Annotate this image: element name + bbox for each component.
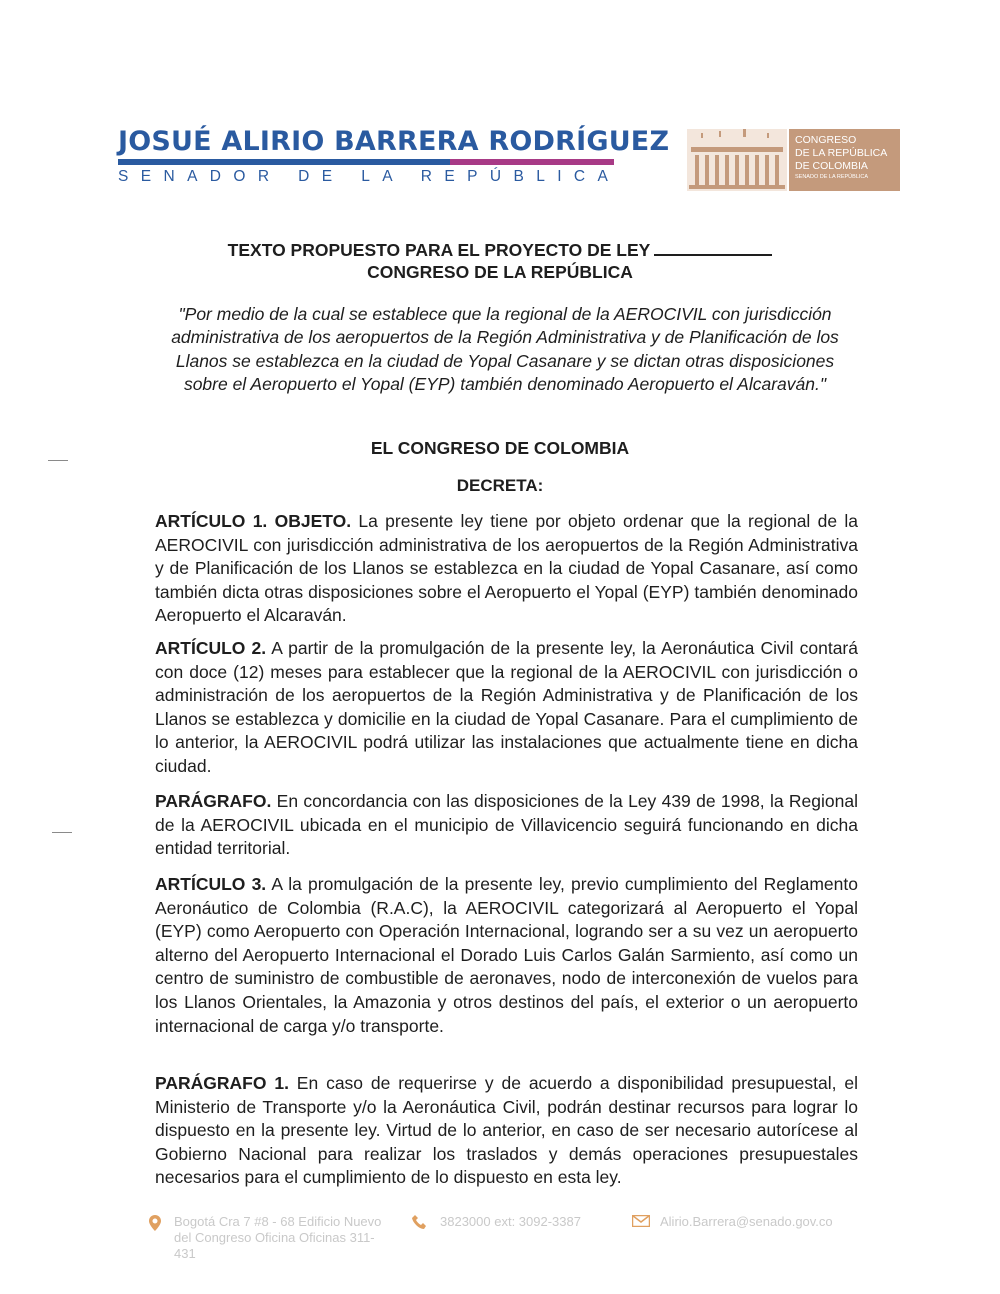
paragraph-article-2: PARÁGRAFO. En concordancia con las disposiciones de la Ley 439 de 1998, la Regional de la AEROCIVIL ubicada en el municipio de Villavicencio seguirá funcionando en dicha entidad territorial. xyxy=(155,791,858,859)
senator-title: SENADOR DE LA REPÚBLICA xyxy=(118,168,621,185)
article-3: ARTÍCULO 3. A la promulgación de la presente ley, previo cumplimiento del Reglamento Aeronáutico de Colombia (R.A.C), la AEROCIVIL categorizará al Aeropuerto el Yopal (EYP) como Aeropuerto con Operación Internacional, logrando ser a su vez un aeropuerto alterno del Aeropuerto Internacional el Dorado Luis Carlos Galán Sarmiento, así como un centro de suministro de combustible de aeronaves, nodo de interconexión de vuelos para los Llanos Orientales, la Amazonia y otros destinos del país, el exterior o un aeropuerto internacional de carga y/o transporte. xyxy=(155,874,858,1036)
footer-email: Alirio.Barrera@senado.gov.co xyxy=(632,1214,833,1230)
law-subtitle: "Por medio de la cual se establece que la regional de la AEROCIVIL con jurisdicción administrativa de los aeropuertos de la Región Administrativa y de Planificación de los Llanos se establezca en la ciudad de Yopal Casanare y se dictan otras disposiciones sobre el Aeropuerto el Yopal (EYP) también denominado Aeropuerto el Alcaraván." xyxy=(171,304,839,394)
article-1: ARTÍCULO 1. OBJETO. La presente ley tiene por objeto ordenar que la regional de la AEROCIVIL con jurisdicción administrativa de los aeropuertos de la Región Administrativa y de Planificación de los Llanos se establezca en la ciudad de Yopal Casanare, así como también dicta otras disposiciones sobre el Aeropuerto el Yopal (EYP) también denominado Aeropuerto el Alcaraván. xyxy=(155,511,858,626)
margin-mark xyxy=(48,460,68,461)
location-pin-icon xyxy=(148,1215,162,1231)
congress-logo-text: CONGRESO DE LA REPÚBLICA DE COLOMBIA SENADO DE LA REPÚBLICA xyxy=(789,129,900,191)
decreta-heading: DECRETA: xyxy=(456,476,544,495)
congress-logo xyxy=(687,129,900,191)
margin-mark xyxy=(52,832,72,833)
footer-phone: 3823000 ext: 3092-3387 xyxy=(412,1214,581,1230)
capitol-building-icon xyxy=(687,129,787,191)
paragraph-1-article-3: PARÁGRAFO 1. En caso de requerirse y de acuerdo a disponibilidad presupuestal, el Ministerio de Transporte y/o la Aeronáutica Civil, podrán destinar recursos para lograr lo dispuesto en la presente ley. Virtud de lo anterior, en caso de ser necesario autorícese al Gobierno Nacional para realizar los traslados y demás operaciones presupuestales necesarios para el cumplimiento de lo dispuesto en esta ley. xyxy=(155,1073,858,1188)
article-2: ARTÍCULO 2. A partir de la promulgación de la presente ley, la Aeronáutica Civil contará con doce (12) meses para establecer que la regional de la AEROCIVIL con jurisdicción o administración de los aeropuertos de la Región Administrativa y de Planificación de los Llanos se establezca y domicilie en la ciudad de Yopal Casanare. Para el cumplimiento de lo anterior, la AEROCIVIL podrá utilizar las instalaciones que actualmente tiene en dicha ciudad. xyxy=(155,638,858,776)
senator-name: JOSUÉ ALIRIO BARRERA RODRÍGUEZ xyxy=(118,126,670,157)
document-subheading: CONGRESO DE LA REPÚBLICA xyxy=(367,262,633,282)
document-heading: TEXTO PROPUESTO PARA EL PROYECTO DE LEY xyxy=(0,240,1000,261)
name-underline-blue xyxy=(118,159,450,165)
envelope-icon xyxy=(632,1215,650,1227)
congress-heading: EL CONGRESO DE COLOMBIA xyxy=(370,438,630,458)
footer-address: Bogotá Cra 7 #8 - 68 Edificio Nuevo del Congreso Oficina Oficinas 311- 431 xyxy=(148,1214,389,1262)
blank-line xyxy=(654,242,772,256)
name-underline-magenta xyxy=(450,159,614,165)
phone-icon xyxy=(412,1215,428,1229)
